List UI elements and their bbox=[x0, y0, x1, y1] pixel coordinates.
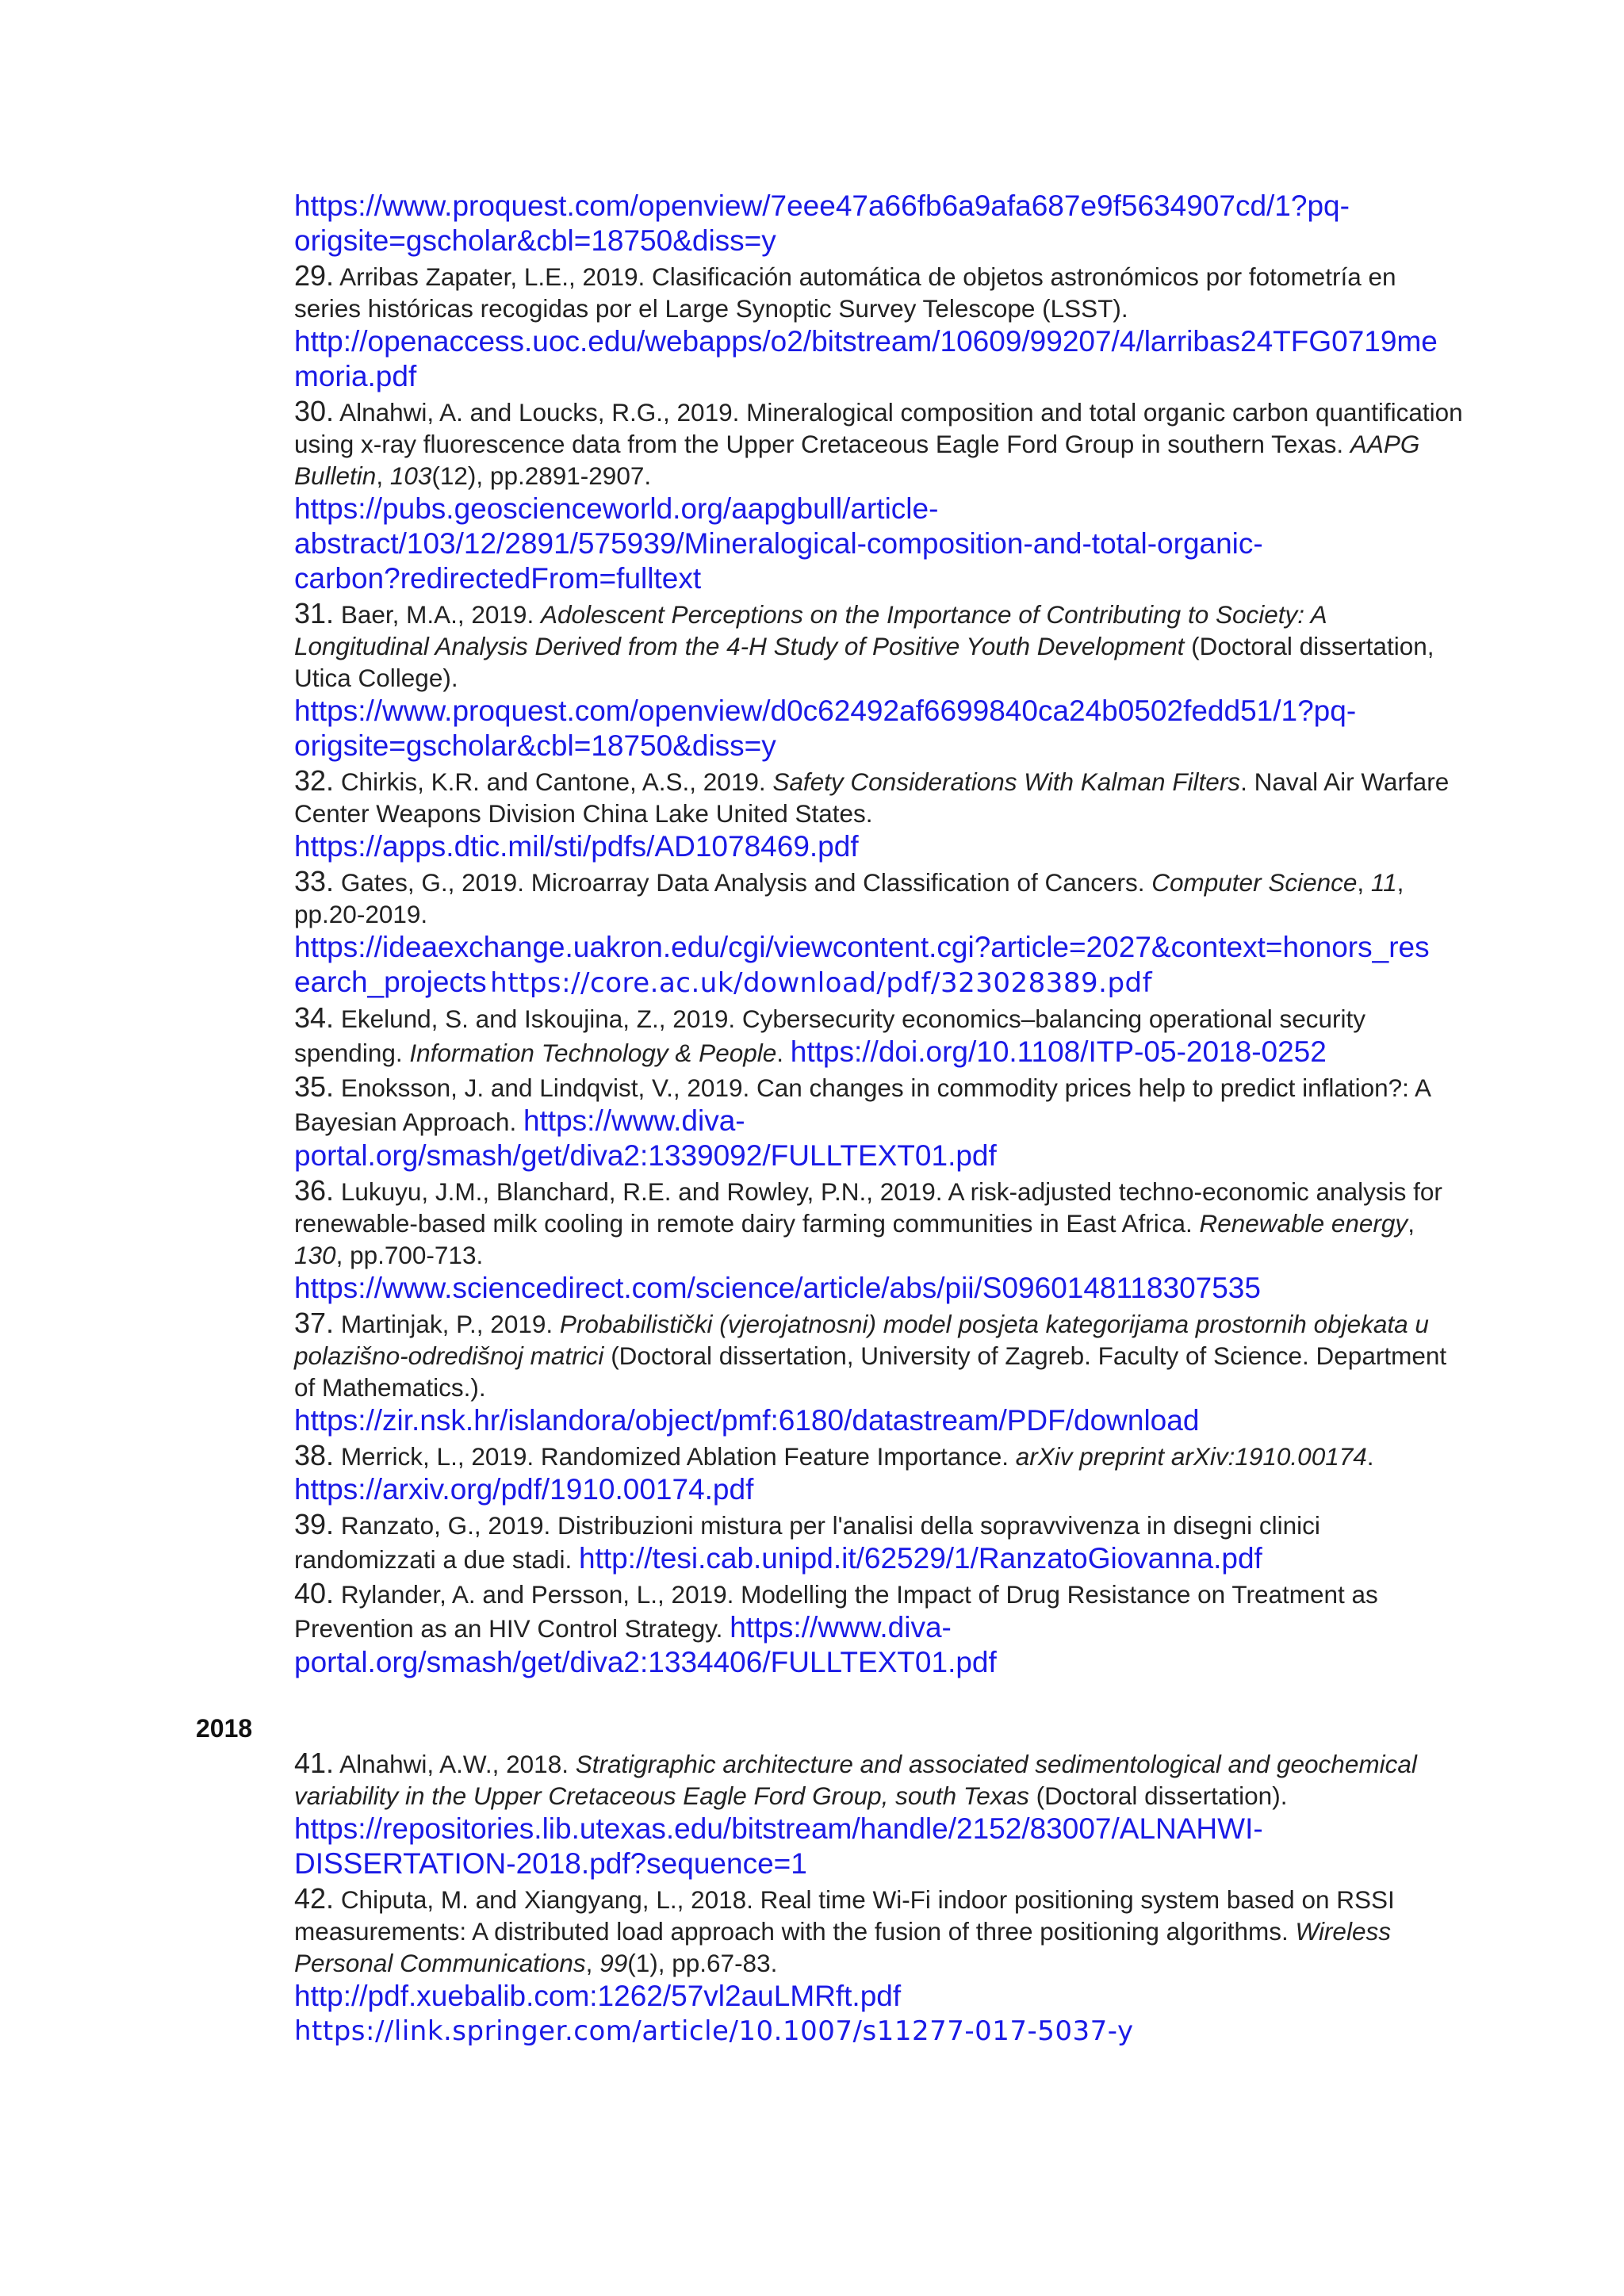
ref-33-link-row bbox=[294, 965, 1468, 1001]
entry-text: . Naval Air Warfare Center Weapons Division China Lake United States. bbox=[294, 767, 1450, 828]
ref-30-link-line-3[interactable]: carbon?redirectedFrom=fulltext bbox=[294, 562, 702, 595]
ref-30-link-line-2[interactable]: abstract/103/12/2891/575939/Mineralogical-composition-and-total-organic- bbox=[294, 527, 1263, 560]
journal-name: arXiv preprint arXiv:1910.00174 bbox=[1015, 1442, 1367, 1471]
ref-41-link-line-1[interactable]: https://repositories.lib.utexas.edu/bitstream/handle/2152/83007/ALNAHWI- bbox=[294, 1812, 1263, 1845]
ref-28-link-line-2[interactable]: origsite=gscholar&cbl=18750&diss=y bbox=[294, 224, 776, 257]
entry-text: Ekelund, S. and Iskoujina, Z., 2019. Cybersecurity economics–balancing operational security spending. bbox=[294, 1004, 1366, 1067]
entry-number: 32. bbox=[294, 764, 335, 797]
ref-40-link-line-2[interactable]: portal.org/smash/get/diva2:1334406/FULLTEXT01.pdf bbox=[294, 1646, 997, 1678]
ref-42-link-2[interactable]: https://link.springer.com/article/10.1007/s11277-017-5037-y bbox=[294, 2015, 1134, 2047]
ref-32-link[interactable]: https://apps.dtic.mil/sti/pdfs/AD1078469.pdf bbox=[294, 830, 859, 863]
entry-text: Chirkis, K.R. and Cantone, A.S., 2019. bbox=[340, 767, 773, 796]
reference-entry-42 bbox=[294, 1881, 1468, 1979]
reference-entry-35 bbox=[294, 1070, 1468, 1138]
entry-number: 29. bbox=[294, 259, 335, 292]
entry-text: Ranzato, G., 2019. Distribuzioni mistura per l'analisi della sopravvivenza in disegni clinici randomizzati a due stadi. bbox=[294, 1511, 1320, 1574]
reference-entry-33 bbox=[294, 864, 1468, 930]
ref-41-link-line-2[interactable]: DISSERTATION-2018.pdf?sequence=1 bbox=[294, 1847, 807, 1880]
ref-35-link-line-1[interactable]: https://www.diva- bbox=[523, 1104, 745, 1137]
ref-35-link-line-2[interactable]: portal.org/smash/get/diva2:1339092/FULLTEXT01.pdf bbox=[294, 1139, 997, 1172]
entry-number: 34. bbox=[294, 1001, 335, 1034]
journal-name: Renewable energy bbox=[1199, 1209, 1408, 1238]
entry-number: 30. bbox=[294, 395, 335, 427]
entry-text: , pp.700-713. bbox=[335, 1241, 484, 1269]
ref-30-link-line-1[interactable]: https://pubs.geoscienceworld.org/aapgbull/article- bbox=[294, 492, 939, 525]
entry-number: 35. bbox=[294, 1070, 335, 1103]
entry-number: 41. bbox=[294, 1747, 335, 1779]
reference-entry-39 bbox=[294, 1507, 1468, 1576]
reference-entry-37 bbox=[294, 1306, 1468, 1403]
entry-number: 39. bbox=[294, 1508, 335, 1540]
entry-text: (Doctoral dissertation, Utica College). bbox=[294, 632, 1434, 692]
journal-name: Computer Science bbox=[1151, 868, 1358, 897]
ref-40-link-line-1[interactable]: https://www.diva- bbox=[730, 1611, 952, 1644]
work-title: Adolescent Perceptions on the Importance of Contributing to Society: A Longitudinal Analysis Derived from the 4-H Study of Positive Youth Development bbox=[294, 600, 1327, 660]
ref-33-link-2[interactable]: https://core.ac.uk/download/pdf/323028389.pdf bbox=[490, 967, 1153, 999]
entry-text: , bbox=[1357, 868, 1371, 897]
reference-entry-29 bbox=[294, 258, 1468, 324]
reference-entry-40 bbox=[294, 1576, 1468, 1645]
reference-entry-34 bbox=[294, 1001, 1468, 1070]
entry-text: Alnahwi, A. and Loucks, R.G., 2019. Mineralogical composition and total organic carbon quantification using x-ray fluorescence data from the Upper Cretaceous Eagle Ford Group in southern Texas. bbox=[294, 398, 1463, 458]
entry-text: , bbox=[1408, 1209, 1415, 1238]
work-title: Probabilistički (vjerojatnosni) model posjeta kategorijama prostornih objekata u polazišno-odredišnoj matrici bbox=[294, 1310, 1429, 1370]
ref-29-link-line-1[interactable]: http://openaccess.uoc.edu/webapps/o2/bitstream/10609/99207/4/larribas24TFG0719me bbox=[294, 325, 1438, 358]
reference-entry-38 bbox=[294, 1438, 1468, 1507]
entry-text: , pp.20-2019. bbox=[294, 868, 1404, 928]
ref-31-link-line-1[interactable]: https://www.proquest.com/openview/d0c62492af6699840ca24b0502fedd51/1?pq- bbox=[294, 695, 1357, 727]
entry-number: 31. bbox=[294, 597, 335, 629]
entry-text: Martinjak, P., 2019. bbox=[340, 1310, 560, 1338]
entry-text: Alnahwi, A.W., 2018. bbox=[339, 1750, 576, 1778]
reference-list bbox=[294, 189, 1468, 1680]
entry-text: Gates, G., 2019. Microarray Data Analysis and Classification of Cancers. bbox=[340, 868, 1152, 897]
volume: 130 bbox=[294, 1241, 336, 1269]
entry-text: (12), pp.2891-2907. bbox=[431, 461, 652, 490]
ref-37-link[interactable]: https://zir.nsk.hr/islandora/object/pmf:6180/datastream/PDF/download bbox=[294, 1404, 1200, 1437]
entry-text: . bbox=[776, 1039, 791, 1067]
work-title: Safety Considerations With Kalman Filters bbox=[772, 767, 1241, 796]
entry-text: , bbox=[376, 461, 390, 490]
entry-number: 38. bbox=[294, 1439, 335, 1471]
ref-34-link[interactable]: https://doi.org/10.1108/ITP-05-2018-0252 bbox=[790, 1035, 1327, 1068]
entry-text: Rylander, A. and Persson, L., 2019. Modelling the Impact of Drug Resistance on Treatment as Prevention as an HIV Control Strategy. bbox=[294, 1580, 1378, 1643]
reference-entry-41 bbox=[294, 1746, 1468, 1846]
journal-name: Wireless Personal Communications bbox=[294, 1917, 1391, 1977]
entry-text: (1), pp.67-83. bbox=[627, 1949, 778, 1977]
ref-38-link[interactable]: https://arxiv.org/pdf/1910.00174.pdf bbox=[294, 1473, 754, 1506]
reference-entry-31 bbox=[294, 596, 1468, 694]
reference-entry-30 bbox=[294, 394, 1468, 492]
volume: 103 bbox=[389, 461, 432, 490]
entry-text: Arribas Zapater, L.E., 2019. Clasificación automática de objetos astronómicos por fotometría en series históricas recogidas por el Large Synoptic Survey Telescope (LSST). bbox=[294, 262, 1396, 323]
entry-number: 33. bbox=[294, 865, 335, 897]
ref-42-link-1[interactable]: http://pdf.xuebalib.com:1262/57vl2auLMRft.pdf bbox=[294, 1980, 902, 2012]
entry-number: 37. bbox=[294, 1307, 335, 1339]
ref-33-link-1-line-1[interactable]: https://ideaexchange.uakron.edu/cgi/viewcontent.cgi?article=2027&context=honors_res bbox=[294, 931, 1430, 963]
entry-number: 36. bbox=[294, 1174, 335, 1207]
entry-number: 40. bbox=[294, 1577, 335, 1609]
entry-number: 42. bbox=[294, 1882, 335, 1915]
year-heading: 2018 bbox=[196, 1714, 253, 1743]
entry-text: Baer, M.A., 2019. bbox=[340, 600, 541, 629]
volume: 11 bbox=[1370, 868, 1397, 897]
journal-name: AAPG Bulletin bbox=[294, 430, 1420, 490]
entry-text: , bbox=[585, 1949, 600, 1977]
ref-36-link[interactable]: https://www.sciencedirect.com/science/article/abs/pii/S0960148118307535 bbox=[294, 1272, 1261, 1304]
work-title: Stratigraphic architecture and associated sedimentological and geochemical variability in the Upper Cretaceous Eagle Ford Group, south Texas bbox=[294, 1750, 1417, 1810]
entry-text: . bbox=[1366, 1442, 1374, 1471]
entry-text: Chiputa, M. and Xiangyang, L., 2018. Real time Wi-Fi indoor positioning system based on RSSI measurements: A distributed load approach with the fusion of three positioning algorithms. bbox=[294, 1885, 1395, 1946]
entry-text: Lukuyu, J.M., Blanchard, R.E. and Rowley, P.N., 2019. A risk-adjusted techno-economic analysis for renewable-based milk cooling in remote dairy farming communities in East Africa. bbox=[294, 1177, 1442, 1238]
reference-entry-32 bbox=[294, 763, 1468, 829]
reference-entry-36 bbox=[294, 1173, 1468, 1271]
ref-29-link-line-2[interactable]: moria.pdf bbox=[294, 360, 417, 392]
ref-33-link-1-line-2[interactable]: earch_projects bbox=[294, 966, 487, 998]
ref-39-link[interactable]: http://tesi.cab.unipd.it/62529/1/RanzatoGiovanna.pdf bbox=[578, 1542, 1262, 1575]
ref-28-link-line-1[interactable]: https://www.proquest.com/openview/7eee47a66fb6a9afa687e9f5634907cd/1?pq- bbox=[294, 189, 1350, 222]
ref-31-link-line-2[interactable]: origsite=gscholar&cbl=18750&diss=y bbox=[294, 729, 776, 762]
entry-text: (Doctoral dissertation, University of Zagreb. Faculty of Science. Department of Mathematics.). bbox=[294, 1341, 1447, 1402]
entry-text: (Doctoral dissertation). bbox=[1028, 1781, 1288, 1810]
entry-text: Enoksson, J. and Lindqvist, V., 2019. Can changes in commodity prices help to predict inflation?: A Bayesian Approach. bbox=[294, 1073, 1431, 1136]
volume: 99 bbox=[599, 1949, 628, 1977]
reference-list-2018 bbox=[294, 1746, 1468, 2049]
journal-name: Information Technology & People bbox=[409, 1039, 777, 1067]
entry-text: Merrick, L., 2019. Randomized Ablation Feature Importance. bbox=[340, 1442, 1016, 1471]
